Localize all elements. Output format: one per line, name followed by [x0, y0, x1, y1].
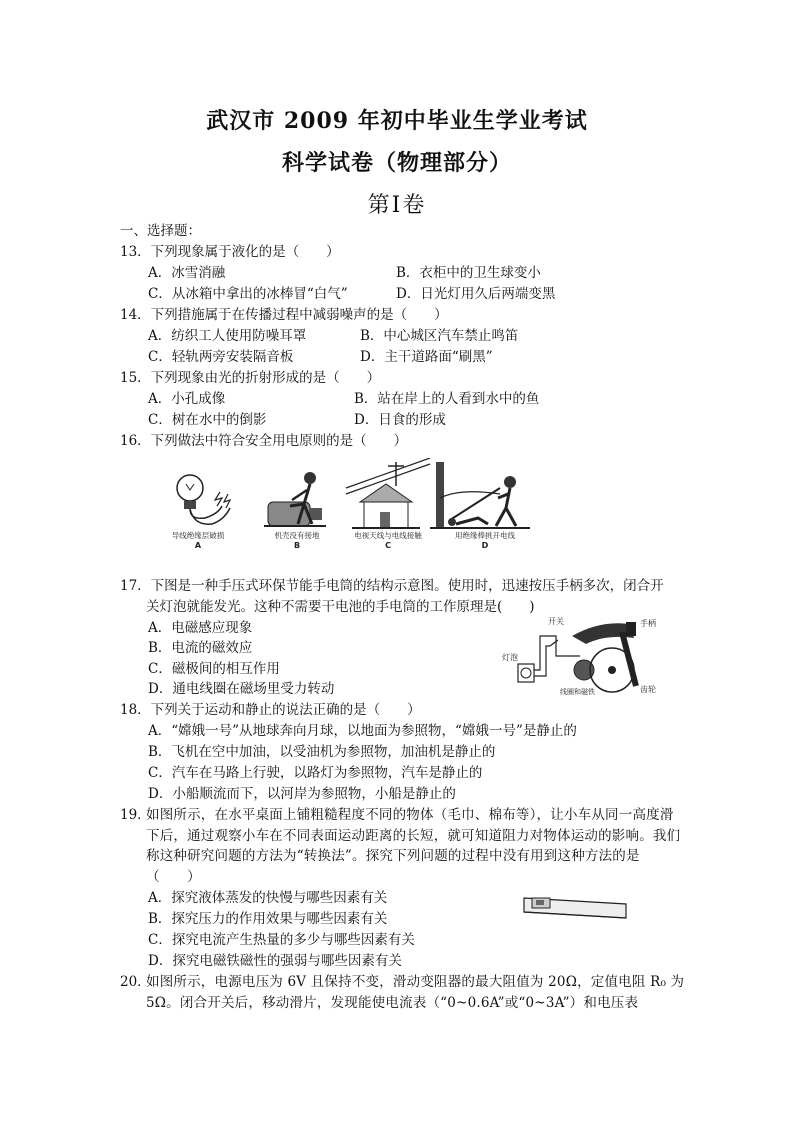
q13-option-b: B．衣柜中的卫生球变小 [396, 265, 541, 281]
fig-label-handle: 手柄 [640, 619, 656, 628]
q17-flashlight-figure [500, 612, 670, 700]
q14-option-c: C．轻轨两旁安装隔音板 [148, 349, 294, 365]
q18-option-d: D．小船顺流而下，以河岸为参照物，小船是静止的 [148, 786, 456, 802]
q14-option-b: B．中心城区汽车禁止鸣笛 [360, 328, 519, 344]
page-title: 武汉市 2009 年初中毕业生学业考试 [206, 108, 588, 134]
fig-label-gear: 齿轮 [640, 685, 656, 694]
q19-option-b: B．探究压力的作用效果与哪些因素有关 [148, 911, 388, 927]
section-heading: 一、选择题： [120, 223, 201, 239]
q16-figure-a [177, 475, 230, 524]
q19-incline-figure [520, 890, 630, 924]
volume-heading: 第Ⅰ卷 [367, 193, 427, 218]
fig-label-bulb: 灯泡 [502, 653, 518, 662]
q16-letter-c: C [385, 541, 391, 550]
q16-letter-a: A [194, 541, 202, 550]
q17-option-a: A．电磁感应现象 [148, 620, 253, 636]
q17-option-c: C．磁极间的相互作用 [148, 661, 280, 677]
q15-option-a: A．小孔成像 [148, 391, 226, 407]
q16-letter-b: B [293, 541, 301, 550]
q16-figure-b [264, 472, 326, 526]
q18-option-a: A．“嫦娥一号”从地球奔向月球，以地面为参照物，“嫦娥一号”是静止的 [148, 723, 577, 739]
q17-option-d: D．通电线圈在磁场里受力转动 [148, 681, 335, 697]
q17-stem-line2: 关灯泡就能发光。这种不需要干电池的手电筒的工作原理是( ) [146, 599, 535, 615]
q19-stem: 如图所示，在水平桌面上铺粗糙程度不同的物体（毛巾、棉布等），让小车从同一高度滑下后，通过观察小车在不同表面运动距离的长短，就可知道阻力对物体运动的影响。我们称这种研究问题的方法为“转换法”。探究下列问题的过程中没有用到这种方法的是（ ） [146, 807, 681, 885]
q16-letter-d: D [481, 541, 489, 550]
q18-option-c: C．汽车在马路上行驶，以路灯为参照物，汽车是静止的 [148, 765, 483, 781]
q19-option-a: A．探究液体蒸发的快慢与哪些因素有关 [148, 890, 388, 906]
q20-stem: 如图所示，电源电压为 6V 且保持不变，滑动变阻器的最大阻值为 20Ω，定值电阻 R₀ 为 5Ω。闭合开关后，移动滑片，发现能使电流表（“0~0.6A”或“0~3A”）和电压表 [146, 974, 685, 1011]
q17-option-b: B．电流的磁效应 [148, 640, 253, 656]
q16-stem: 16．下列做法中符合安全用电原则的是（ ） [120, 433, 408, 449]
q16-figure-d [430, 462, 530, 528]
q19-option-c: C．探究电流产生热量的多少与哪些因素有关 [148, 932, 415, 948]
q14-stem: 14．下列措施属于在传播过程中减弱噪声的是（ ） [120, 307, 448, 323]
q14-option-a: A．纺织工人使用防噪耳罩 [148, 328, 307, 344]
fig-label-switch: 开关 [548, 617, 564, 626]
q13-option-d: D．日光灯用久后两端变黑 [396, 286, 556, 302]
page-subtitle: 科学试卷（物理部分） [281, 150, 512, 176]
q20-number: 20． [120, 974, 151, 990]
fig-label-coil: 线圈和磁铁 [560, 688, 595, 696]
q16-figure-c [346, 458, 430, 528]
q15-option-c: C．树在水中的倒影 [148, 412, 267, 428]
q19-number: 19． [120, 807, 151, 823]
q15-stem: 15．下列现象由光的折射形成的是（ ） [120, 370, 381, 386]
q13-option-a: A．冰雪消融 [148, 265, 226, 281]
q16-caption-a: 导线绝缘层破损 [171, 531, 225, 540]
q13-stem: 13．下列现象属于液化的是（ ） [120, 244, 340, 260]
q16-caption-b: 机壳没有接地 [274, 531, 320, 540]
q16-caption-d: 用绝缘棒挑开电线 [455, 531, 515, 540]
q14-option-d: D．主干道路面“刷黑” [360, 349, 493, 365]
q18-option-b: B．飞机在空中加油，以受油机为参照物，加油机是静止的 [148, 744, 496, 760]
q16-figure [160, 458, 540, 554]
q17-stem-line1: 17．下图是一种手压式环保节能手电筒的结构示意图。使用时，迅速按压手柄多次，闭合开 [120, 578, 664, 594]
q19-option-d: D．探究电磁铁磁性的强弱与哪些因素有关 [148, 953, 402, 969]
q18-stem: 18．下列关于运动和静止的说法正确的是（ ） [120, 702, 421, 718]
q16-caption-c: 电视天线与电线接触 [354, 531, 422, 540]
q15-option-d: D．日食的形成 [354, 412, 446, 428]
q13-option-c: C．从冰箱中拿出的冰棒冒“白气” [148, 286, 348, 302]
q15-option-b: B．站在岸上的人看到水中的鱼 [354, 391, 540, 407]
